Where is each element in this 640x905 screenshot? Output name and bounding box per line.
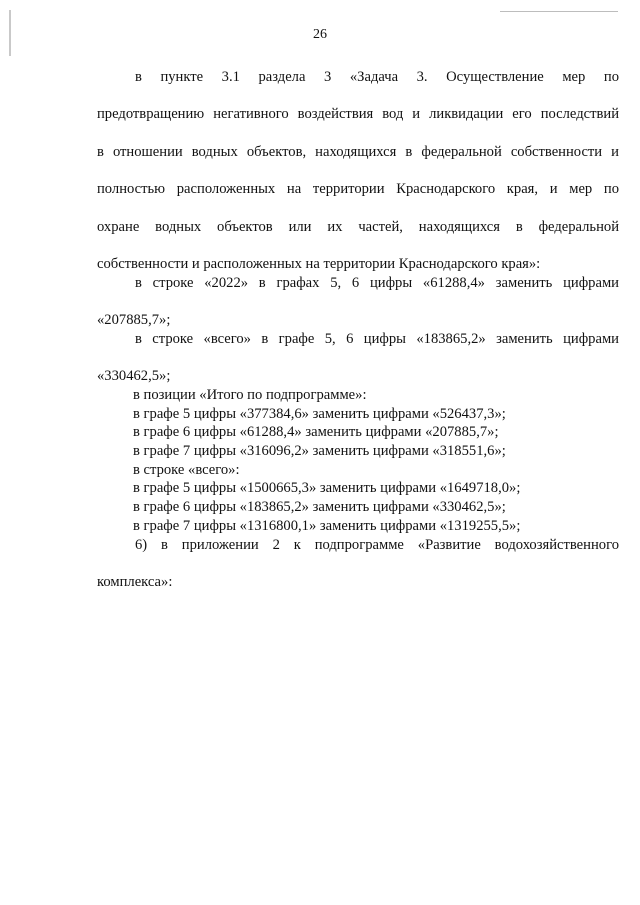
paragraph-line: предотвращению негативного воздействия вод и ликвидации его последствий xyxy=(97,106,619,123)
paragraph-line: «330462,5»; xyxy=(97,368,171,385)
list-item: в графе 6 цифры «61288,4» заменить цифрами «207885,7»; xyxy=(133,424,499,441)
paragraph-line: 6) в приложении 2 к подпрограмме «Развитие водохозяйственного xyxy=(135,536,619,553)
page-number: 26 xyxy=(313,27,327,42)
scan-top-line xyxy=(500,11,618,12)
paragraph-line: в строке «всего» в графе 5, 6 цифры «183865,2» заменить цифрами xyxy=(135,330,619,347)
paragraph-line: комплекса»: xyxy=(97,573,173,590)
paragraph-line: собственности и расположенных на территории Краснодарского края»: xyxy=(97,256,541,273)
document-body xyxy=(97,68,619,592)
list-item: в строке «всего»: xyxy=(133,461,240,478)
list-item: в графе 5 цифры «377384,6» заменить цифрами «526437,3»; xyxy=(133,405,506,422)
list-item: в графе 7 цифры «316096,2» заменить цифрами «318551,6»; xyxy=(133,443,506,460)
paragraph-line: в строке «2022» в графах 5, 6 цифры «61288,4» заменить цифрами xyxy=(135,274,619,291)
paragraph-line: «207885,7»; xyxy=(97,312,171,329)
list-item: в графе 6 цифры «183865,2» заменить цифрами «330462,5»; xyxy=(133,499,506,516)
list-item: в позиции «Итого по подпрограмме»: xyxy=(133,386,367,403)
paragraph-line: в пункте 3.1 раздела 3 «Задача 3. Осуществление мер по xyxy=(135,69,619,85)
paragraph-line: охране водных объектов или их частей, находящихся в федеральной xyxy=(97,218,619,235)
list-item: в графе 5 цифры «1500665,3» заменить цифрами «1649718,0»; xyxy=(133,480,521,497)
paragraph-line: полностью расположенных на территории Краснодарского края, и мер по xyxy=(97,181,619,198)
list-item: в графе 7 цифры «1316800,1» заменить цифрами «1319255,5»; xyxy=(133,517,521,534)
paragraph-line: в отношении водных объектов, находящихся в федеральной собственности и xyxy=(97,143,619,160)
